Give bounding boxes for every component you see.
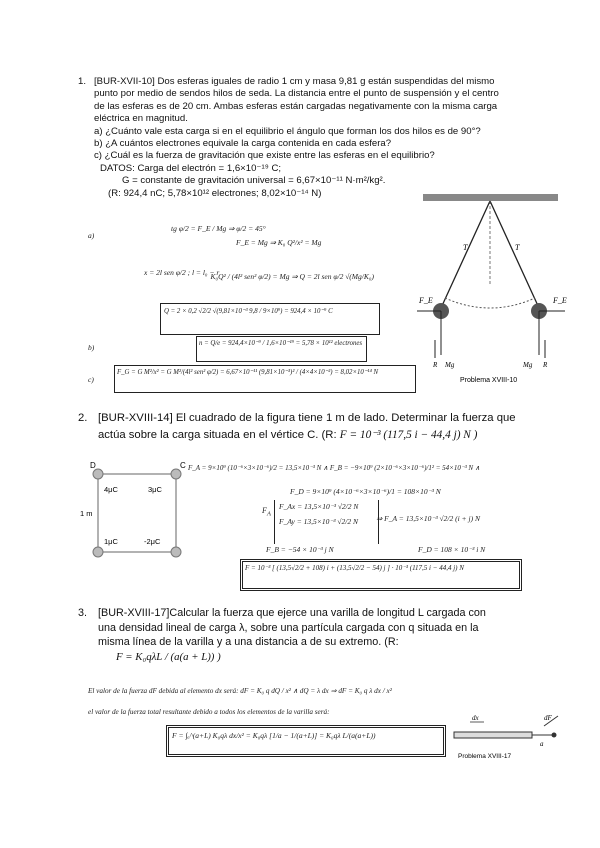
label-d: D bbox=[90, 461, 96, 470]
sol-a-eq2: F_E = Mg ⇒ K₀ Q²/x² = Mg bbox=[236, 238, 322, 247]
problem-1-question-c: c) ¿Cuál es la fuerza de gravitación que existe entre las esferas en el equilibrio? bbox=[94, 150, 435, 162]
problem-2-result: F = 10⁻³ (117,5 i − 44,4 j) N ) bbox=[339, 429, 478, 441]
charge-tl: 4μC bbox=[104, 485, 118, 494]
problem-1-question-a: a) ¿Cuánto vale esta carga si en el equilibrio el ángulo que forman los dos hilos es de 90°? bbox=[94, 125, 481, 137]
problem-2-line: [BUR-XVIII-14] El cuadrado de la figura tiene 1 m de lado. Determinar la fuerza que bbox=[98, 412, 516, 424]
corner-a-charge bbox=[93, 547, 103, 557]
problem-1-line: eléctrica en magnitud. bbox=[94, 113, 188, 125]
label-t-left: T bbox=[463, 243, 468, 252]
sol-b-box: n = Q/e = 924,4×10⁻⁹ / 1,6×10⁻¹⁹ = 5,78 × 10¹² electrones bbox=[196, 336, 367, 362]
string-right bbox=[490, 201, 539, 308]
problem-1-result: (R: 924,4 nC; 5,78×10¹² electrones; 8,02×10⁻¹⁴ N) bbox=[108, 187, 322, 199]
sol-a-eq1: tg φ/2 = F_E / Mg ⇒ φ/2 = 45° bbox=[171, 224, 266, 233]
problem-1-line: de las esferas es de 20 cm. Ambas esferas están cargadas negativamente con la misma carga bbox=[94, 100, 498, 112]
label-df: dF bbox=[544, 714, 552, 722]
label-r-right: R bbox=[543, 361, 548, 369]
sol-a-result-box: Q = 2 × 0,2 √2/2 √(9,81×10⁻³ 9,8 / 9×10⁹) = 924,4 × 10⁻⁹ C bbox=[160, 303, 380, 335]
ceiling bbox=[423, 194, 558, 201]
label-fe-right: F_E bbox=[553, 296, 567, 305]
arc bbox=[445, 298, 535, 308]
label-a: a bbox=[540, 740, 544, 748]
problem-2-text bbox=[78, 410, 538, 444]
charge-tr: 3μC bbox=[148, 485, 162, 494]
sol-c-box: F_G = G M²/x² = G M²/(4l² sen² φ/2) = 6,67×10⁻¹¹ (9,81×10⁻³)² / (4×4×10⁻²) = 8,02×10⁻¹⁴ N bbox=[114, 365, 416, 393]
corner-b-charge bbox=[171, 547, 181, 557]
problem-1-datos-g: G = constante de gravitación universal = 6,67×10⁻¹¹ N·m²/kg². bbox=[122, 175, 386, 187]
problem-2-line: actúa sobre la carga situada en el vértice C. (R: F = 10⁻³ (117,5 i − 44,4 j) N ) bbox=[98, 429, 478, 441]
figure-caption: Problema XVIII-10 bbox=[460, 377, 518, 384]
rod bbox=[454, 732, 532, 738]
problem-1-datos: DATOS: Carga del electrón = 1,6×10⁻¹⁹ C; bbox=[100, 162, 282, 174]
corner-c-charge bbox=[171, 469, 181, 479]
sol-label-b: b) bbox=[88, 343, 95, 352]
problem-2-number: 2. bbox=[78, 412, 88, 424]
label-mg-left: Mg bbox=[445, 361, 455, 369]
problem-1-line: [BUR-XVII-10] Dos esferas iguales de radio 1 cm y masa 9,81 g están suspendidas del mismo bbox=[94, 76, 495, 87]
label-dx: dx bbox=[472, 714, 479, 722]
sol-a-eq4: K₀Q² / (4l² sen² φ/2) = Mg ⇒ Q = 2l sen φ/2 √(Mg/K₀) bbox=[210, 272, 374, 281]
corner-d-charge bbox=[93, 469, 103, 479]
problem-3-line: misma línea de la varilla y a una distancia a de su extremo. (R: bbox=[98, 636, 399, 649]
problem-3-result: F = K₀qλL / (a(a + L)) ) bbox=[116, 650, 221, 663]
sol-label-a: a) bbox=[88, 231, 95, 240]
label-c: C bbox=[180, 461, 186, 470]
pendulum-figure bbox=[405, 190, 580, 390]
problem-3-number: 3. bbox=[78, 607, 88, 619]
p2-eq1: F_A = 9×10⁹ (10⁻⁶×3×10⁻⁶)/2 = 13,5×10⁻³ N ∧ F_B = −9×10⁹ (2×10⁻⁶×3×10⁻⁶)/1² = 54×10⁻³ N ∧ bbox=[188, 464, 480, 472]
rod-figure bbox=[450, 712, 560, 762]
p2-eq3-brace bbox=[274, 500, 379, 544]
side-label: 1 m bbox=[80, 509, 93, 518]
problem-3-line: una densidad lineal de carga λ, sobre una partícula cargada con q situada en la bbox=[98, 621, 479, 634]
sol-a-eq3: x = 2l sen φ/2 ; l = l₀ − r bbox=[144, 268, 220, 277]
charge-br: -2μC bbox=[144, 537, 161, 546]
p3-sol2: el valor de la fuerza total resultante debido a todos los elementos de la varilla será: bbox=[88, 708, 330, 716]
charge-bl: 1μC bbox=[104, 537, 118, 546]
problem-1-number: 1. bbox=[78, 76, 87, 87]
p3-integral-box: F = ∫ₐ^(a+L) K₀qλ dx/x² = K₀qλ [1/a − 1/(a+L)] = K₀qλ L/(a(a+L)) bbox=[166, 725, 446, 757]
label-r-left: R bbox=[433, 361, 438, 369]
label-fe-left: F_E bbox=[419, 296, 433, 305]
string-left bbox=[441, 201, 490, 308]
problem-3-text bbox=[78, 606, 536, 664]
p2-eq2: F_D = 9×10⁹ (4×10⁻⁶×3×10⁻⁶)/1 = 108×10⁻³ N bbox=[290, 487, 441, 496]
problem-1-line: punto por medio de sendos hilos de seda. La distancia entre el punto de suspensión y el centro bbox=[94, 88, 499, 100]
p2-eq3a: F_Ax = 13,5×10⁻³ √2/2 N bbox=[279, 502, 359, 511]
square-figure bbox=[80, 458, 185, 588]
problem-1-text bbox=[78, 76, 538, 200]
p3-sol1: El valor de la fuerza dF debida al elemento dx será: dF = K₀ q dQ / x² ∧ dQ = λ dx ⇒ dF = K₀ q λ dx / x² bbox=[88, 687, 392, 695]
label-t-right: T bbox=[515, 243, 520, 252]
p2-eq3c: ⇒ F_A = 13,5×10⁻³ √2/2 (i + j) N bbox=[376, 514, 480, 523]
p2-result-box: F = 10⁻³ [ (13,5√2/2 + 108) i + (13,5√2/2 − 54) j ] · 10⁻³ (117,5 i − 44,4 j) N bbox=[240, 559, 522, 591]
particle bbox=[552, 733, 557, 738]
sol-label-c: c) bbox=[88, 375, 94, 384]
p2-eq3b: F_Ay = 13,5×10⁻³ √2/2 N bbox=[279, 517, 358, 526]
fig-caption-17: Problema XVIII-17 bbox=[458, 753, 512, 760]
p2-eq3-label: $F_A$ bbox=[262, 506, 271, 518]
p2-eq4b: F_D = 108 × 10⁻³ i N bbox=[418, 545, 486, 554]
p2-eq4a: F_B = −54 × 10⁻³ j N bbox=[266, 545, 334, 554]
problem-3-line: [BUR-XVIII-17]Calcular la fuerza que ejerce una varilla de longitud L cargada con bbox=[98, 607, 486, 619]
problem-1-question-b: b) ¿A cuántos electrones equivale la carga contenida en cada esfera? bbox=[94, 138, 392, 150]
label-mg-right: Mg bbox=[523, 361, 533, 369]
